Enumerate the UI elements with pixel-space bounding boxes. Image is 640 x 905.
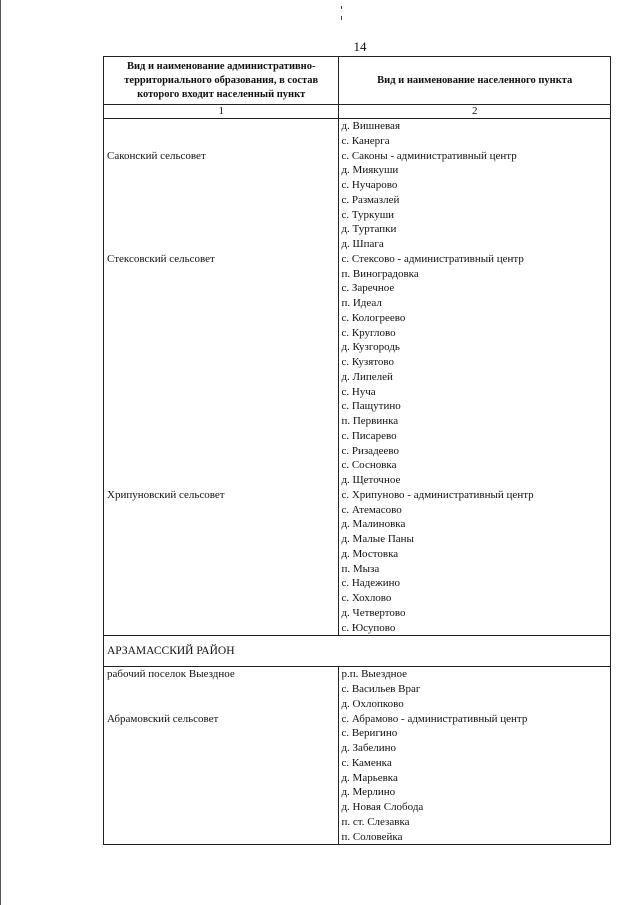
settlement-item: д. Охлопково (341, 697, 404, 710)
settlement-item: д. Щеточное (341, 474, 401, 486)
settlement-item: п. Первинка (341, 415, 399, 427)
settlement-item: п. ст. Слезавка (341, 815, 410, 828)
column-number-1: 1 (104, 105, 339, 119)
settlement-item: с. Атемасово (341, 503, 402, 516)
table-row (104, 636, 611, 667)
settlement-item: д. Миякуши (341, 164, 399, 177)
scan-mark (341, 16, 342, 20)
scan-mark (341, 6, 342, 9)
settlement-item: с. Заречное (341, 282, 395, 295)
settlements-cell (339, 667, 611, 845)
territory-name: Хрипуновский сельсовет (107, 488, 225, 501)
settlement-item: с. Юсупово (341, 621, 396, 634)
page-number: 14 (353, 39, 367, 54)
settlement-item: с. Саконы - административный центр (341, 149, 517, 162)
settlement-item: с. Веригино (341, 727, 398, 740)
table-row (104, 119, 611, 636)
settlement-item: с. Васильев Враг (341, 683, 421, 695)
region-heading: АРЗАМАССКИЙ РАЙОН (104, 636, 611, 667)
settlement-item: с. Нучарово (341, 179, 398, 191)
settlement-item: д. Туртапки (341, 223, 397, 236)
settlement-item: с. Хрипуново - административный центр (341, 488, 534, 501)
settlement-item: д. Кузгородь (341, 341, 400, 354)
territory-cell (104, 119, 339, 636)
settlement-item: д. Марьевка (341, 771, 398, 784)
settlement-item: с. Круглово (341, 326, 396, 339)
header-col2: Вид и наименование населенного пункта (339, 57, 611, 105)
settlement-item: с. Писарево (341, 429, 397, 442)
settlement-item: п. Мыза (341, 562, 380, 575)
territory-cell (104, 667, 339, 845)
header-col1: Вид и наименование административно-территориального образования, в состав которого входит населенный пункт (104, 57, 339, 105)
settlement-item: с. Пащутино (341, 400, 401, 413)
settlement-item: с. Кузятово (341, 356, 395, 368)
settlement-item: с. Сосновка (341, 459, 397, 472)
settlement-item: д. Липелей (341, 370, 393, 383)
settlement-item: с. Ризадеево (341, 444, 400, 457)
settlement-item: с. Надежино (341, 577, 401, 590)
settlements-cell (339, 119, 611, 636)
settlement-item: с. Стексово - административный центр (341, 252, 524, 265)
settlement-item: д. Вишневая (341, 120, 401, 132)
settlement-item: с. Туркуши (341, 208, 395, 221)
settlement-item: р.п. Выездное (341, 668, 407, 681)
table-row (104, 667, 611, 845)
settlement-item: д. Новая Слобода (341, 801, 424, 813)
column-number-2: 2 (339, 105, 611, 119)
settlement-item: д. Мостовка (341, 547, 399, 560)
settlement-item: п. Соловейка (341, 830, 403, 843)
settlement-item: д. Шпага (341, 238, 384, 250)
settlement-item: д. Малиновка (341, 518, 406, 531)
settlement-item: п. Виноградовка (341, 267, 419, 280)
settlement-item: с. Каменка (341, 756, 392, 769)
settlement-item: д. Забелино (341, 742, 397, 754)
settlements-table (103, 56, 611, 845)
settlement-item: д. Малые Паны (341, 533, 414, 545)
territory-name: Саконский сельсовет (107, 149, 206, 162)
settlement-item: п. Идеал (341, 297, 382, 309)
settlement-item: с. Хохлово (341, 592, 392, 604)
settlement-item: с. Абрамово - административный центр (341, 712, 528, 725)
settlement-item: с. Размазлей (341, 193, 400, 206)
settlement-item: д. Четвертово (341, 606, 406, 619)
settlement-item: с. Нуча (341, 385, 376, 398)
settlement-item: с. Канерга (341, 134, 390, 147)
territory-name: Абрамовский сельсовет (107, 712, 219, 725)
scan-border-line (0, 0, 1, 905)
settlement-item: с. Кологреево (341, 311, 406, 324)
settlement-item: д. Мерлино (341, 786, 396, 799)
territory-name: рабочий поселок Выездное (107, 668, 235, 681)
territory-name: Стексовский сельсовет (107, 252, 215, 265)
